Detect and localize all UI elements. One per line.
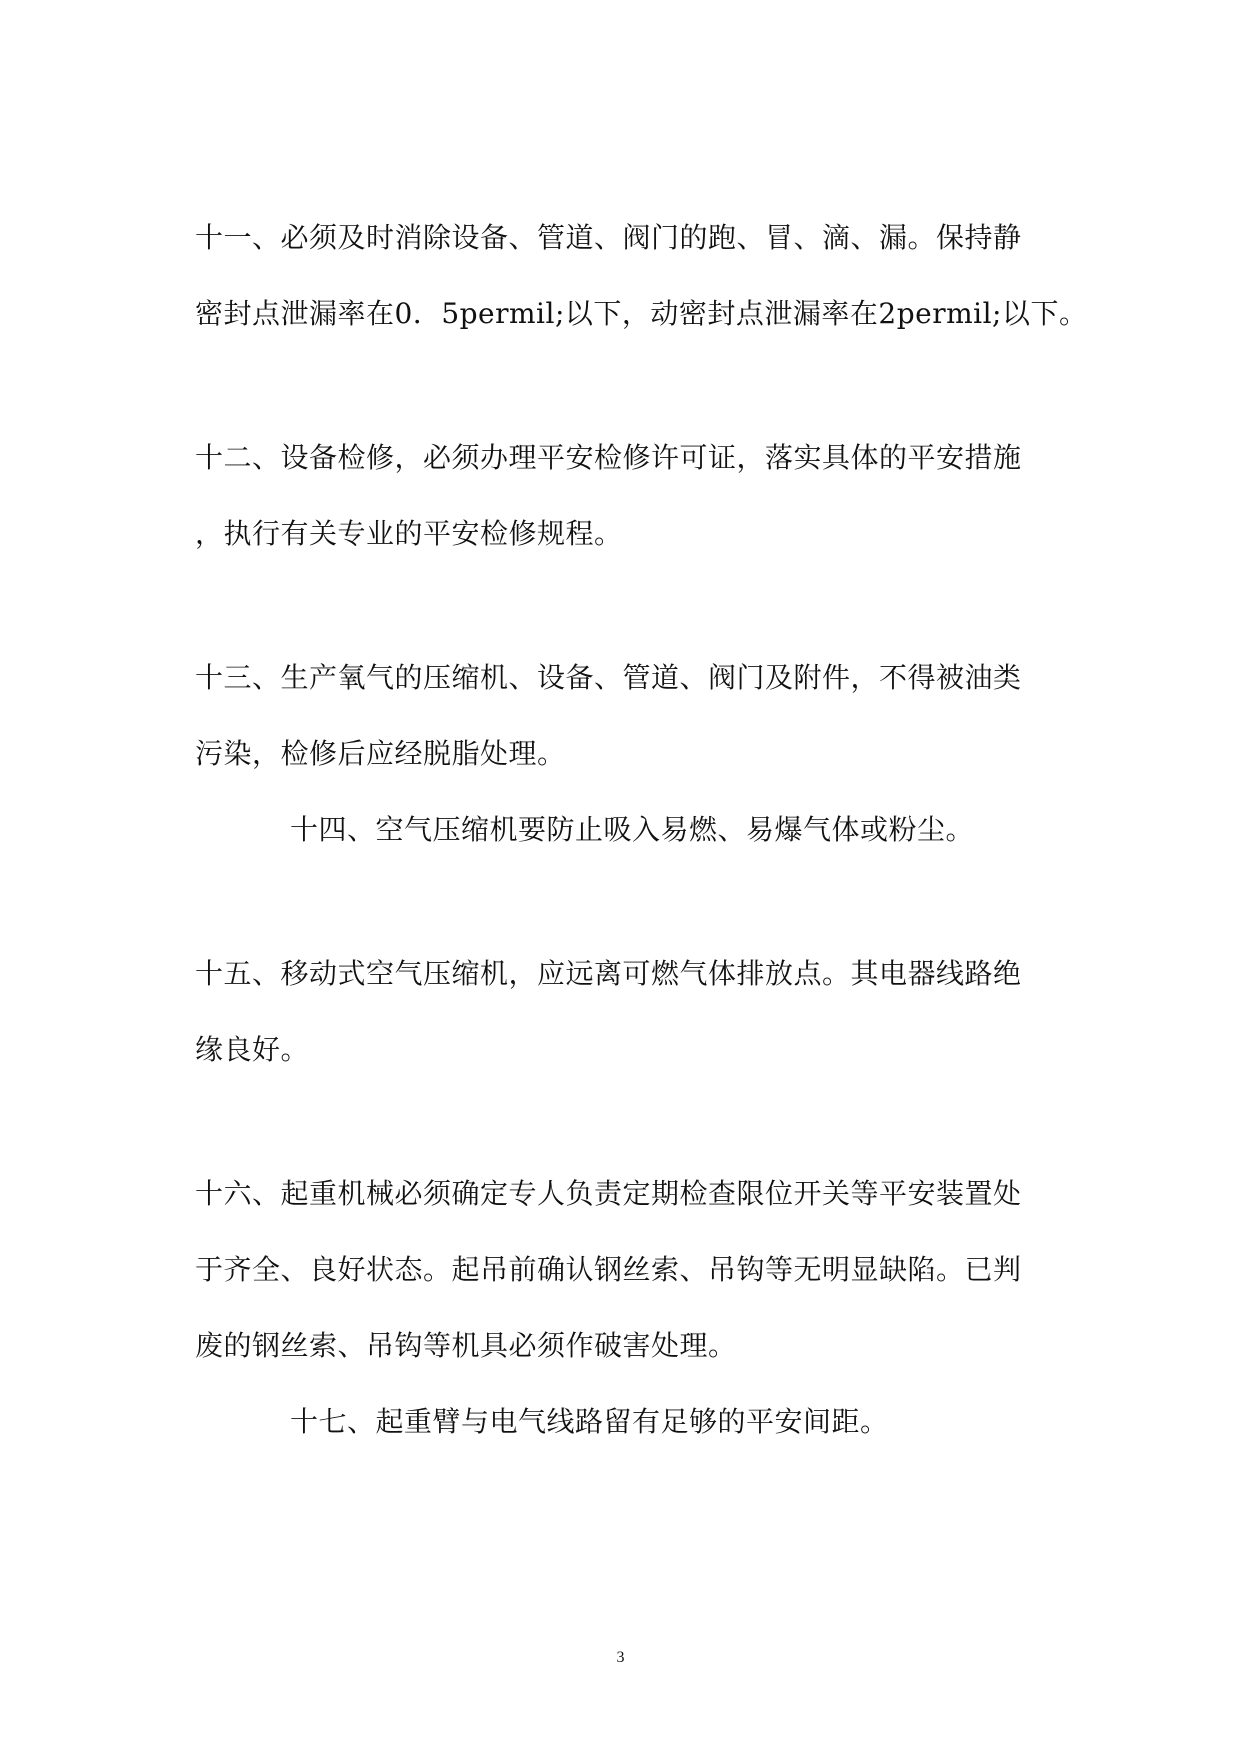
paragraph-14: 十四、空气压缩机要防止吸入易燃、易爆气体或粉尘。 — [290, 813, 975, 846]
paragraph-15-line-2: 缘良好。 — [195, 1033, 310, 1066]
paragraph-12-line-2: ，执行有关专业的平安检修规程。 — [195, 517, 623, 550]
paragraph-11-line-2: 密封点泄漏率在0．5permil;以下，动密封点泄漏率在2permil;以下。 — [195, 297, 1088, 330]
paragraph-17: 十七、起重臂与电气线路留有足够的平安间距。 — [290, 1405, 889, 1438]
page-number: 3 — [616, 1649, 625, 1666]
paragraph-16-line-2: 于齐全、良好状态。起吊前确认钢丝索、吊钩等无明显缺陷。已判 — [195, 1253, 1022, 1286]
paragraph-13-line-2: 污染，检修后应经脱脂处理。 — [195, 737, 566, 770]
paragraph-11-line-1: 十一、必须及时消除设备、管道、阀门的跑、冒、滴、漏。保持静 — [195, 221, 1022, 254]
paragraph-13-line-1: 十三、生产氧气的压缩机、设备、管道、阀门及附件，不得被油类 — [195, 661, 1022, 694]
paragraph-16-line-3: 废的钢丝索、吊钩等机具必须作破害处理。 — [195, 1329, 737, 1362]
paragraph-15-line-1: 十五、移动式空气压缩机，应远离可燃气体排放点。其电器线路绝 — [195, 957, 1022, 990]
paragraph-12-line-1: 十二、设备检修，必须办理平安检修许可证，落实具体的平安措施 — [195, 441, 1022, 474]
paragraph-16-line-1: 十六、起重机械必须确定专人负责定期检查限位开关等平安装置处 — [195, 1177, 1022, 1210]
